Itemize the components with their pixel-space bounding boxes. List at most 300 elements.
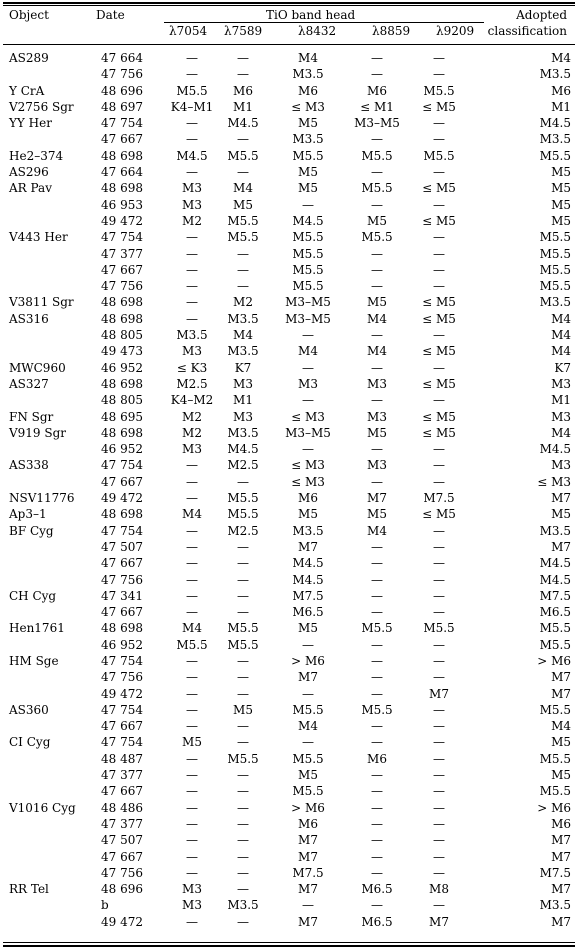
cell-band-7054: —: [186, 784, 198, 799]
table-row: [3, 669, 575, 685]
table-row: [3, 539, 575, 555]
table-row: [3, 180, 575, 196]
cell-band-7589: —: [237, 279, 249, 294]
header-date: Date: [96, 8, 125, 22]
cell-band-8432: M6: [298, 83, 318, 98]
cell-object-name: V919 Sgr: [9, 425, 67, 440]
cell-object-name: [3, 767, 97, 783]
cell-band-8859: —: [371, 556, 383, 571]
cell-band-9209: —: [433, 784, 445, 799]
cell-band-7054: M3: [182, 344, 202, 359]
cell-date: 48 805: [101, 393, 143, 408]
cell-band-7054: —: [186, 800, 198, 815]
cell-band-8859: M3: [367, 458, 387, 473]
cell-date: 48 698: [101, 295, 143, 310]
cell-date: 46 952: [101, 360, 143, 375]
cell-object-name: [3, 213, 97, 229]
cell-band-8432: M3.5: [292, 132, 324, 147]
cell-band-8432: M3: [298, 376, 318, 391]
cell-band-7589: M4.5: [227, 116, 259, 131]
cell-band-8859: M5: [367, 213, 387, 228]
cell-band-8859: M5.5: [361, 230, 393, 245]
cell-band-8432: M5.5: [292, 279, 324, 294]
cell-band-8859: M6: [367, 83, 387, 98]
table-row: [3, 343, 575, 359]
cell-band-7054: —: [186, 523, 198, 538]
cell-band-7054: M3: [182, 442, 202, 457]
cell-band-7589: —: [237, 588, 249, 603]
cell-band-9209: —: [433, 572, 445, 587]
cell-band-8859: —: [371, 833, 383, 848]
cell-band-7589: —: [237, 262, 249, 277]
cell-band-8859: M4: [367, 344, 387, 359]
table-row: [3, 523, 575, 539]
cell-date: 48 698: [101, 148, 143, 163]
table-row: [3, 620, 575, 636]
cell-band-9209: —: [433, 898, 445, 913]
cell-band-8432: M7: [298, 914, 318, 929]
table-row: [3, 881, 575, 897]
cell-band-9209: —: [433, 246, 445, 261]
table-row: [3, 229, 575, 245]
cell-band-8432: M5.5: [292, 148, 324, 163]
cell-band-7054: M4.5: [176, 148, 208, 163]
cell-band-9209: —: [433, 605, 445, 620]
cell-adopted-class: M3.5: [539, 898, 571, 913]
table-row: [3, 734, 575, 750]
cell-band-9209: —: [433, 360, 445, 375]
cell-band-9209: —: [433, 442, 445, 457]
table-row: [3, 604, 575, 620]
cell-adopted-class: M5: [551, 507, 571, 522]
table-row: [3, 115, 575, 131]
cell-band-8859: —: [371, 197, 383, 212]
cell-band-8432: M5.5: [292, 230, 324, 245]
table-row: [3, 441, 575, 457]
cell-object-name: [3, 686, 97, 702]
table-row: [3, 555, 575, 571]
cell-object-name: [3, 572, 97, 588]
table-row: [3, 490, 575, 506]
cell-date: 48 698: [101, 311, 143, 326]
cell-band-8432: M5: [298, 621, 318, 636]
cell-band-7589: M3: [233, 376, 253, 391]
cell-adopted-class: M5.5: [539, 246, 571, 261]
cell-band-8859: —: [371, 768, 383, 783]
cell-adopted-class: M5: [551, 181, 571, 196]
cell-adopted-class: M6: [551, 816, 571, 831]
cell-object-name: AS327: [9, 376, 49, 391]
cell-date: 46 952: [101, 442, 143, 457]
cell-object-name: [3, 555, 97, 571]
cell-band-8432: ≤ M3: [291, 409, 325, 424]
cell-band-9209: —: [433, 588, 445, 603]
cell-object-name: [3, 66, 97, 82]
cell-band-7054: M3: [182, 898, 202, 913]
cell-band-7589: —: [237, 784, 249, 799]
cell-band-8432: > M6: [291, 800, 325, 815]
cell-band-8859: —: [371, 132, 383, 147]
cell-object-name: RR Tel: [9, 882, 49, 897]
header-object: Object: [9, 8, 49, 22]
cell-band-8432: M4.5: [292, 572, 324, 587]
cell-adopted-class: M4.5: [539, 572, 571, 587]
table-row: [3, 457, 575, 473]
cell-band-7054: —: [186, 539, 198, 554]
cell-band-9209: —: [433, 637, 445, 652]
cell-object-name: [3, 604, 97, 620]
cell-band-7054: M2.5: [176, 376, 208, 391]
cell-band-8432: M7: [298, 882, 318, 897]
cell-band-7589: —: [237, 882, 249, 897]
cell-band-8432: M5.5: [292, 246, 324, 261]
cell-band-8859: M6.5: [361, 914, 393, 929]
header-lambda8859: λ8859: [372, 24, 411, 38]
cell-object-name: [3, 816, 97, 832]
cell-date: 47 754: [101, 230, 143, 245]
cell-adopted-class: M4.5: [539, 116, 571, 131]
cell-band-7054: —: [186, 849, 198, 864]
cell-object-name: MWC960: [9, 360, 66, 375]
table-row: [3, 572, 575, 588]
cell-object-name: BF Cyg: [9, 523, 54, 538]
cell-band-9209: M5.5: [423, 83, 455, 98]
cell-band-7589: —: [237, 653, 249, 668]
cell-band-8859: —: [371, 474, 383, 489]
cell-object-name: [3, 343, 97, 359]
cell-band-8432: —: [302, 898, 314, 913]
cell-band-8859: —: [371, 393, 383, 408]
cell-band-7589: —: [237, 670, 249, 685]
cell-band-7589: —: [237, 539, 249, 554]
table-row: [3, 131, 575, 147]
cell-band-9209: —: [433, 751, 445, 766]
cell-object-name: Y CrA: [9, 83, 45, 98]
cell-object-name: [3, 197, 97, 213]
cell-band-8859: —: [371, 800, 383, 815]
cell-band-8859: M5.5: [361, 702, 393, 717]
header-rule: [3, 44, 575, 45]
cell-band-8859: M3–M5: [354, 116, 400, 131]
cell-band-9209: ≤ M5: [422, 376, 456, 391]
cell-band-8859: —: [371, 719, 383, 734]
cell-band-9209: —: [433, 800, 445, 815]
cell-adopted-class: M5.5: [539, 637, 571, 652]
cell-band-8432: M5.5: [292, 751, 324, 766]
cell-band-7589: M3.5: [227, 425, 259, 440]
cell-band-7054: —: [186, 262, 198, 277]
cell-band-8859: M3: [367, 376, 387, 391]
cell-band-8859: —: [371, 816, 383, 831]
cell-band-7589: —: [237, 686, 249, 701]
cell-adopted-class: M4.5: [539, 442, 571, 457]
cell-band-7054: —: [186, 165, 198, 180]
cell-adopted-class: M5.5: [539, 279, 571, 294]
cell-band-8432: M7: [298, 539, 318, 554]
cell-band-7054: M2: [182, 425, 202, 440]
cell-band-8432: M7.5: [292, 588, 324, 603]
cell-date: 47 667: [101, 132, 143, 147]
cell-band-7589: M2.5: [227, 523, 259, 538]
cell-band-8432: ≤ M3: [291, 99, 325, 114]
table-row: [3, 262, 575, 278]
cell-band-8859: —: [371, 165, 383, 180]
cell-date: 49 473: [101, 344, 143, 359]
bottom-rule-thin: [3, 942, 575, 943]
cell-date: 48 486: [101, 800, 143, 815]
cell-band-8859: ≤ M1: [360, 99, 394, 114]
cell-date: 48 487: [101, 751, 143, 766]
cell-date: 47 667: [101, 474, 143, 489]
cell-band-7054: —: [186, 67, 198, 82]
cell-object-name: [3, 262, 97, 278]
cell-band-8432: M6.5: [292, 605, 324, 620]
cell-band-8859: —: [371, 539, 383, 554]
cell-adopted-class: M3: [551, 376, 571, 391]
cell-date: 47 756: [101, 572, 143, 587]
table-row: [3, 816, 575, 832]
cell-band-7589: —: [237, 165, 249, 180]
cell-band-8859: M5.5: [361, 181, 393, 196]
cell-band-8432: M3.5: [292, 523, 324, 538]
cell-band-8432: M3.5: [292, 67, 324, 82]
cell-band-9209: —: [433, 702, 445, 717]
cell-date: 49 472: [101, 914, 143, 929]
cell-date: 47 754: [101, 116, 143, 131]
cell-band-7589: —: [237, 914, 249, 929]
cell-adopted-class: M5: [551, 165, 571, 180]
cell-object-name: [3, 897, 97, 913]
cell-band-8859: —: [371, 360, 383, 375]
cell-object-name: Ap3–1: [9, 507, 47, 522]
cell-band-7054: —: [186, 816, 198, 831]
cell-object-name: NSV11776: [9, 491, 75, 506]
cell-band-7589: —: [237, 865, 249, 880]
cell-date: 47 507: [101, 539, 143, 554]
cell-adopted-class: M5.5: [539, 262, 571, 277]
cell-band-8859: —: [371, 262, 383, 277]
cell-band-7054: —: [186, 458, 198, 473]
cell-band-7589: M3.5: [227, 898, 259, 913]
cell-date: 47 754: [101, 735, 143, 750]
cell-band-7589: —: [237, 849, 249, 864]
table-row: [3, 213, 575, 229]
cell-adopted-class: M3.5: [539, 523, 571, 538]
cell-object-name: [3, 539, 97, 555]
cell-band-8859: M4: [367, 523, 387, 538]
cell-band-9209: —: [433, 719, 445, 734]
cell-band-8432: M3–M5: [285, 425, 331, 440]
cell-band-7054: —: [186, 833, 198, 848]
cell-adopted-class: M5.5: [539, 784, 571, 799]
cell-object-name: [3, 865, 97, 881]
cell-band-7589: M4: [233, 181, 253, 196]
cell-band-9209: M5.5: [423, 621, 455, 636]
cell-object-name: He2–374: [9, 148, 64, 163]
cell-band-7589: M5: [233, 197, 253, 212]
cell-band-9209: M5.5: [423, 148, 455, 163]
table-row: [3, 702, 575, 718]
cell-adopted-class: M4.5: [539, 556, 571, 571]
bottom-rule-thick: [3, 945, 575, 947]
table-row: [3, 588, 575, 604]
cell-date: 47 756: [101, 279, 143, 294]
cell-adopted-class: M4: [551, 425, 571, 440]
cell-band-8432: M5: [298, 116, 318, 131]
cell-band-7054: M3: [182, 197, 202, 212]
table-row: [3, 83, 575, 99]
cell-band-7054: M3.5: [176, 328, 208, 343]
cell-adopted-class: M7.5: [539, 865, 571, 880]
cell-band-9209: —: [433, 132, 445, 147]
cell-band-8859: M5.5: [361, 621, 393, 636]
cell-band-7589: M5.5: [227, 148, 259, 163]
cell-date: 46 952: [101, 637, 143, 652]
cell-band-9209: M7.5: [423, 491, 455, 506]
cell-date: 47 377: [101, 816, 143, 831]
cell-band-7054: —: [186, 670, 198, 685]
cell-adopted-class: M1: [551, 393, 571, 408]
cell-band-8432: M5.5: [292, 784, 324, 799]
cell-adopted-class: M7: [551, 670, 571, 685]
cell-object-name: CH Cyg: [9, 588, 57, 603]
cell-object-name: HM Sge: [9, 653, 59, 668]
cell-band-7589: —: [237, 51, 249, 65]
cell-date: 47 667: [101, 784, 143, 799]
cell-band-7589: —: [237, 833, 249, 848]
cell-band-8859: —: [371, 898, 383, 913]
cell-band-8432: M4.5: [292, 213, 324, 228]
cell-adopted-class: M4: [551, 311, 571, 326]
cell-band-9209: —: [433, 458, 445, 473]
cell-band-8432: M5: [298, 507, 318, 522]
cell-band-8432: M7: [298, 849, 318, 864]
cell-band-9209: ≤ M5: [422, 344, 456, 359]
cell-date: 47 756: [101, 670, 143, 685]
table-row: [3, 832, 575, 848]
cell-band-7054: M3: [182, 181, 202, 196]
cell-adopted-class: M6: [551, 83, 571, 98]
cell-band-8432: M3–M5: [285, 311, 331, 326]
cell-band-7054: —: [186, 588, 198, 603]
cell-date: 48 696: [101, 83, 143, 98]
cell-band-9209: —: [433, 816, 445, 831]
cell-band-7054: —: [186, 246, 198, 261]
cell-band-8432: M4: [298, 719, 318, 734]
cell-band-8432: M5: [298, 181, 318, 196]
cell-object-name: AS296: [9, 165, 49, 180]
cell-band-8859: —: [371, 670, 383, 685]
cell-adopted-class: M5.5: [539, 702, 571, 717]
cell-adopted-class: M3: [551, 409, 571, 424]
cell-band-8432: M5: [298, 768, 318, 783]
cell-adopted-class: M5.5: [539, 148, 571, 163]
cell-band-8432: M4.5: [292, 556, 324, 571]
table-row: [3, 474, 575, 490]
cell-adopted-class: > M6: [537, 800, 571, 815]
top-rule-thick: [3, 2, 575, 4]
cell-adopted-class: M3: [551, 458, 571, 473]
cell-band-9209: —: [433, 67, 445, 82]
cell-band-8859: —: [371, 246, 383, 261]
table-row: [3, 311, 575, 327]
cell-band-7589: M1: [233, 393, 253, 408]
cell-band-7054: M2: [182, 409, 202, 424]
cell-band-7589: M5.5: [227, 507, 259, 522]
cell-adopted-class: > M6: [537, 653, 571, 668]
table-row: [3, 506, 575, 522]
cell-date: 49 472: [101, 213, 143, 228]
cell-adopted-class: M4: [551, 719, 571, 734]
cell-date: 48 697: [101, 99, 143, 114]
cell-adopted-class: M4: [551, 51, 571, 65]
cell-band-8859: —: [371, 572, 383, 587]
cell-object-name: [3, 783, 97, 799]
cell-band-9209: —: [433, 474, 445, 489]
header-classification: classification: [487, 24, 567, 38]
cell-band-7589: M3: [233, 409, 253, 424]
cell-band-7589: M5.5: [227, 491, 259, 506]
cell-band-9209: —: [433, 279, 445, 294]
table-row: [3, 865, 575, 881]
cell-band-7054: —: [186, 751, 198, 766]
table-row: [3, 376, 575, 392]
table-row: [3, 425, 575, 441]
cell-band-9209: —: [433, 262, 445, 277]
cell-band-7589: —: [237, 67, 249, 82]
cell-band-8859: —: [371, 637, 383, 652]
cell-band-7589: M3.5: [227, 311, 259, 326]
header-lambda7589: λ7589: [224, 24, 263, 38]
cell-date: 48 698: [101, 621, 143, 636]
cell-adopted-class: ≤ M3: [537, 474, 571, 489]
cell-date: 47 507: [101, 833, 143, 848]
table-row: [3, 897, 575, 913]
cell-band-8859: M3: [367, 409, 387, 424]
cell-object-name: [3, 669, 97, 685]
cell-band-9209: ≤ M5: [422, 409, 456, 424]
cell-band-8859: M5.5: [361, 148, 393, 163]
cell-object-name: AS338: [9, 458, 49, 473]
cell-band-9209: —: [433, 393, 445, 408]
cell-band-8432: —: [302, 197, 314, 212]
header-adopted: Adopted: [516, 8, 567, 22]
cell-band-9209: M7: [429, 914, 449, 929]
table-row: [3, 278, 575, 294]
cell-band-8859: —: [371, 784, 383, 799]
header-lambda7054: λ7054: [169, 24, 208, 38]
cell-band-7589: —: [237, 132, 249, 147]
cell-adopted-class: M4: [551, 344, 571, 359]
cell-object-name: Hen1761: [9, 621, 65, 636]
cell-band-7589: —: [237, 719, 249, 734]
cell-date: 48 698: [101, 376, 143, 391]
cell-band-9209: —: [433, 833, 445, 848]
cell-band-7054: M4: [182, 507, 202, 522]
cell-band-8432: —: [302, 360, 314, 375]
cell-band-9209: —: [433, 116, 445, 131]
cell-band-7054: M3: [182, 882, 202, 897]
cell-adopted-class: M5: [551, 197, 571, 212]
cell-band-7054: —: [186, 653, 198, 668]
cell-band-8432: M6: [298, 491, 318, 506]
cell-band-7589: M4.5: [227, 442, 259, 457]
cell-band-9209: M8: [429, 882, 449, 897]
cell-date: 47 664: [101, 51, 143, 65]
table-row: [3, 360, 575, 376]
cell-band-9209: —: [433, 768, 445, 783]
cell-date: 47 341: [101, 588, 143, 603]
